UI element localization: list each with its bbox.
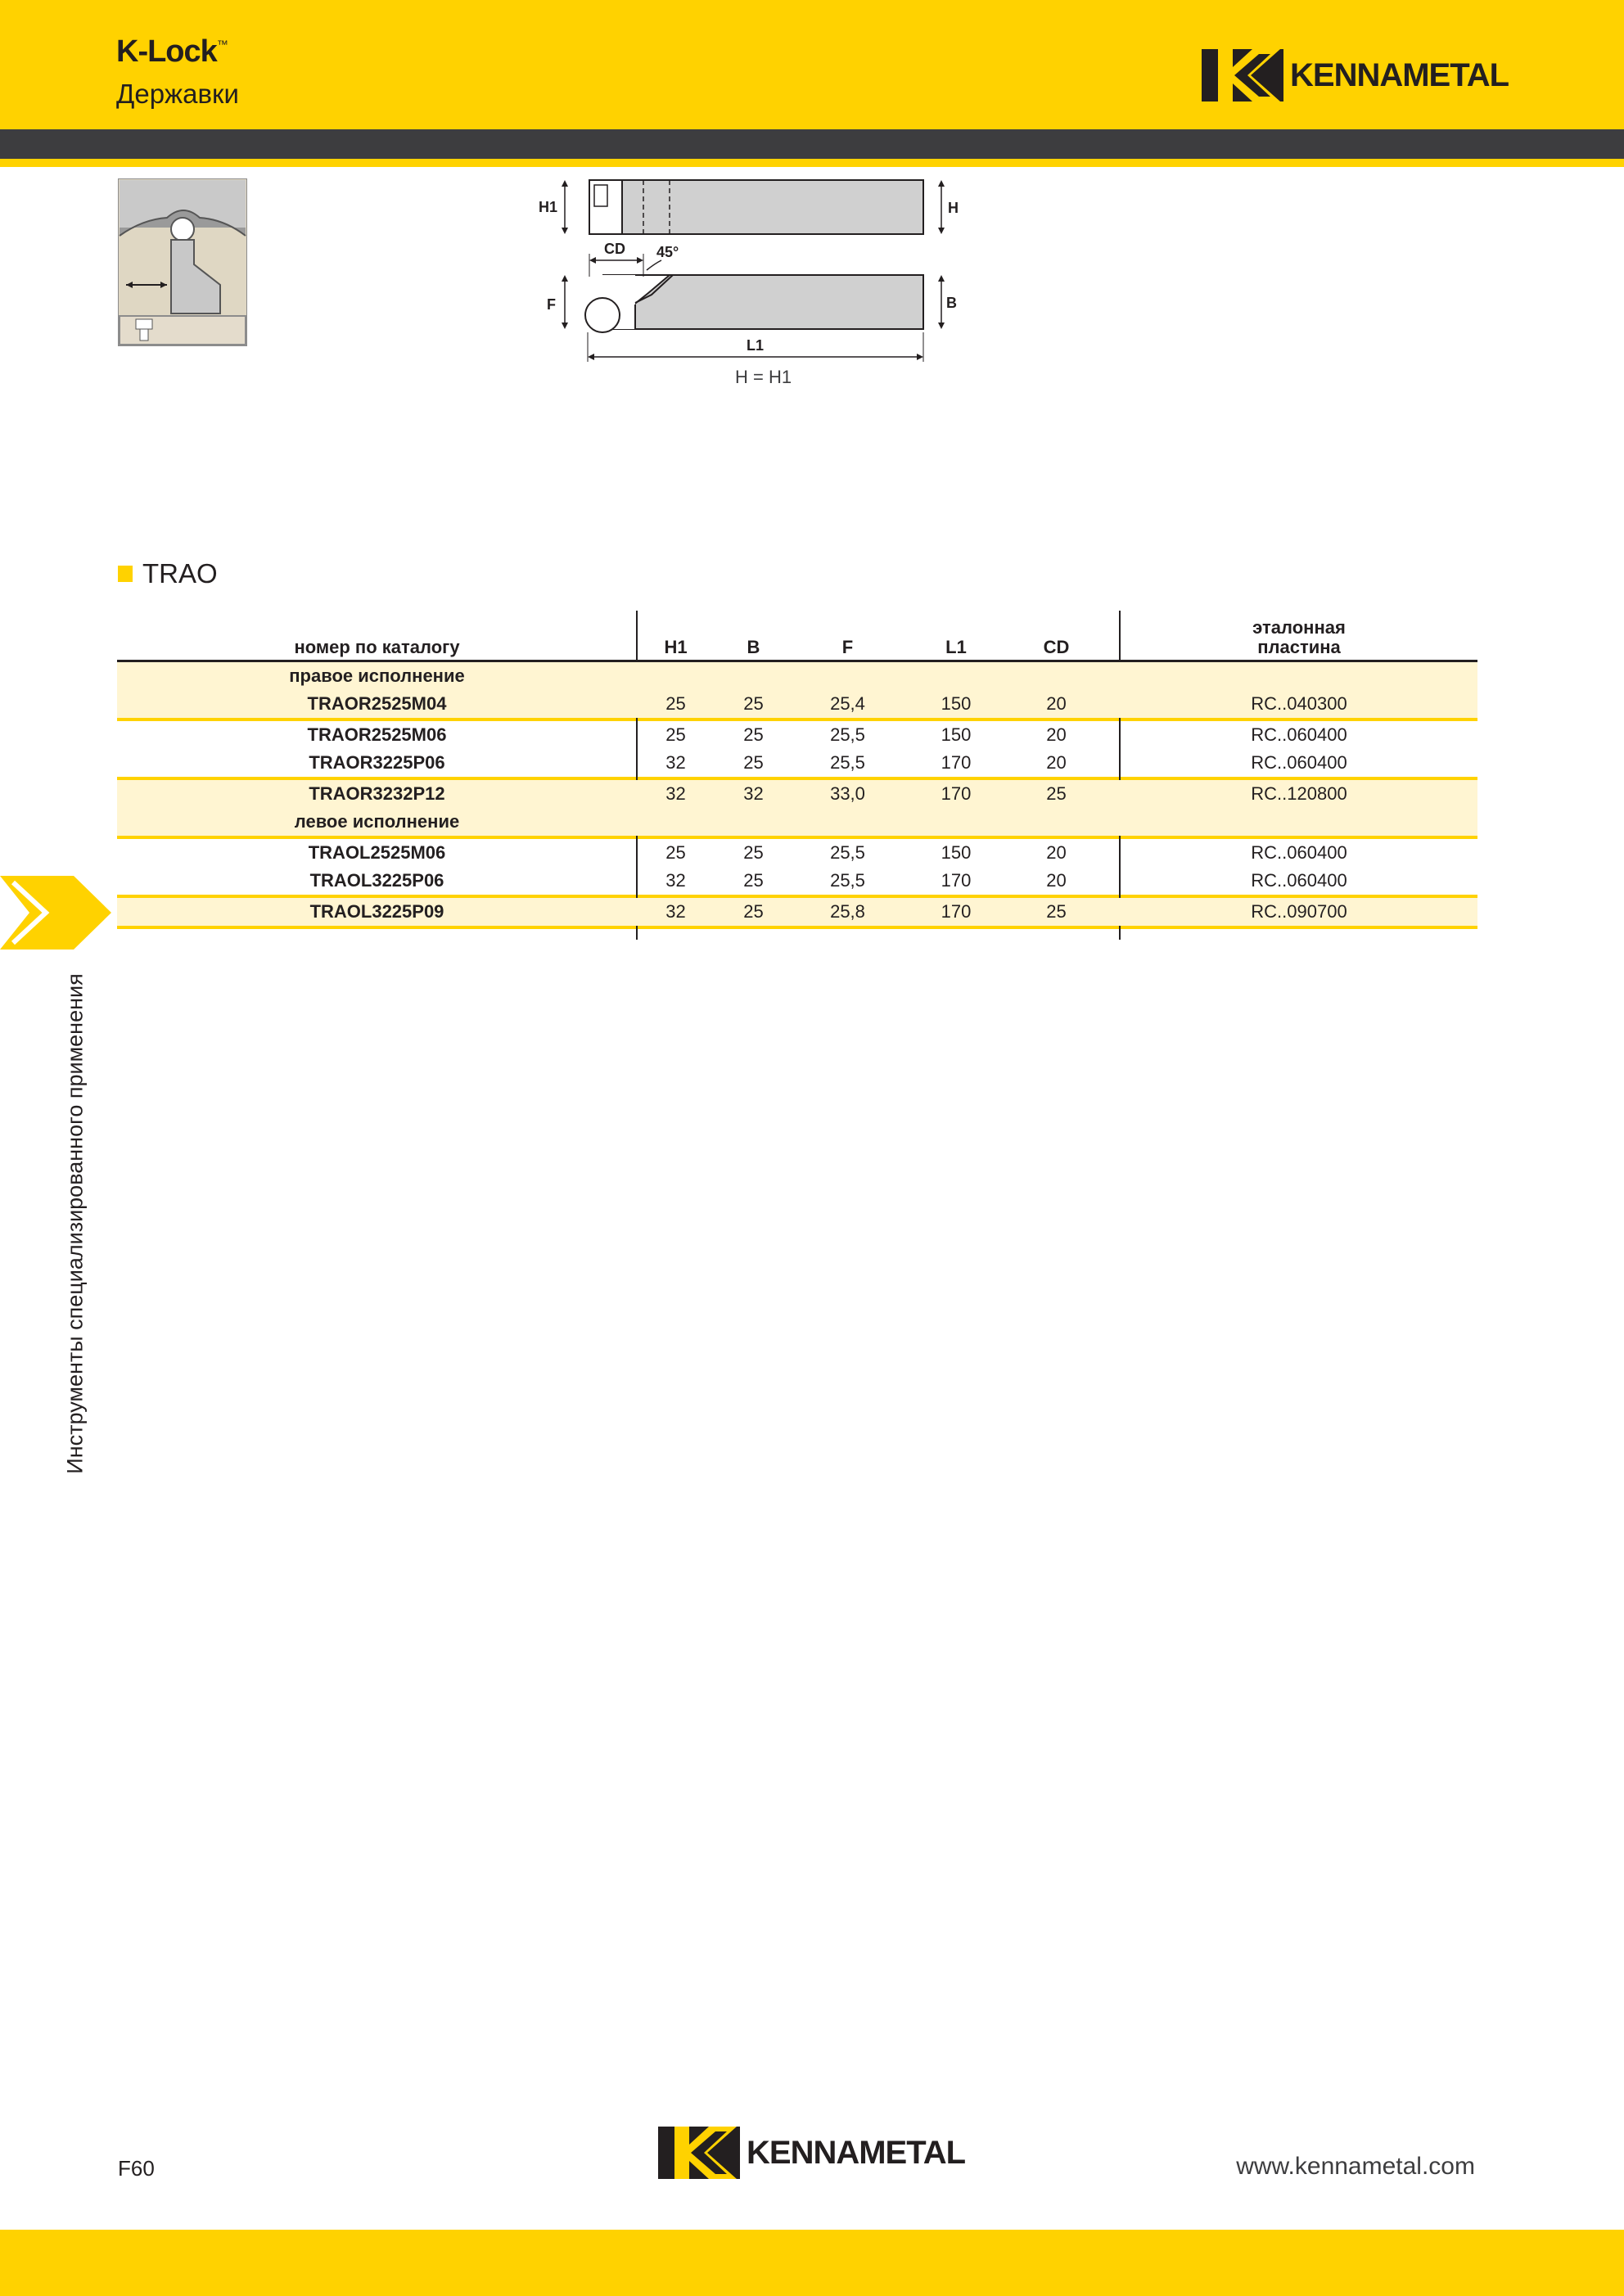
cell-catalog: TRAOR2525M04 — [307, 693, 447, 714]
table-header — [117, 611, 1477, 662]
cell-cd: 20 — [1046, 724, 1067, 745]
chevron-right-icon — [0, 876, 115, 950]
cell-catalog: TRAOL2525M06 — [308, 842, 446, 863]
table-subheader-row — [117, 808, 1477, 836]
cell-h1: 25 — [665, 842, 686, 863]
section-title: TRAO — [142, 558, 218, 589]
right-hand-label: правое исполнение — [289, 665, 465, 686]
header-insert-line1: эталонная — [1252, 617, 1346, 638]
kennametal-logo-text: KENNAMETAL — [1290, 56, 1509, 93]
trademark-mark: ™ — [216, 38, 228, 51]
product-subtitle: Державки — [116, 79, 239, 109]
cell-h1: 32 — [665, 752, 686, 773]
sidebar-section-label: Инструменты специализированного применения — [62, 973, 88, 1474]
cell-f: 25,5 — [830, 870, 865, 891]
cell-catalog: TRAOL3225P09 — [309, 901, 444, 922]
header-b: B — [747, 637, 760, 657]
cell-cd: 20 — [1046, 752, 1067, 773]
cell-h1: 25 — [665, 693, 686, 714]
cell-h1: 32 — [665, 870, 686, 891]
cell-h1: 25 — [665, 724, 686, 745]
insert-clamping-illustration — [118, 178, 247, 346]
cell-h1: 32 — [665, 901, 686, 922]
cell-h1: 32 — [665, 783, 686, 804]
cell-l1: 170 — [941, 783, 972, 804]
cell-catalog: TRAOR3232P12 — [309, 783, 445, 804]
product-title: K-Lock™ — [116, 34, 228, 69]
cell-insert: RC..120800 — [1251, 783, 1347, 804]
cell-insert: RC..060400 — [1251, 842, 1347, 863]
diagram-caption: H = H1 — [735, 367, 792, 387]
table-row — [117, 898, 1477, 926]
cell-insert: RC..060400 — [1251, 752, 1347, 773]
table-row — [117, 749, 1477, 777]
cell-catalog: TRAOR2525M06 — [307, 724, 447, 745]
cell-b: 32 — [743, 783, 764, 804]
cell-b: 25 — [743, 752, 764, 773]
cell-l1: 150 — [941, 693, 972, 714]
cell-cd: 25 — [1046, 901, 1067, 922]
cell-b: 25 — [743, 842, 764, 863]
cell-f: 25,8 — [830, 901, 865, 922]
cell-f: 33,0 — [830, 783, 865, 804]
row-separator — [117, 926, 1477, 929]
cell-l1: 150 — [941, 724, 972, 745]
cell-cd: 20 — [1046, 842, 1067, 863]
kennametal-logo — [1202, 49, 1509, 101]
footer-logo-text: KENNAMETAL — [747, 2134, 966, 2171]
table-row — [117, 867, 1477, 895]
cell-b: 25 — [743, 724, 764, 745]
label-cd: CD — [604, 241, 625, 257]
label-f: F — [547, 296, 556, 313]
cell-insert: RC..060400 — [1251, 724, 1347, 745]
header-cd: CD — [1043, 637, 1070, 657]
cell-f: 25,5 — [830, 724, 865, 745]
cell-f: 25,5 — [830, 752, 865, 773]
footer-kennametal-logo — [658, 2127, 965, 2179]
tool-holder-diagram — [532, 172, 974, 393]
kennametal-k-icon — [658, 2127, 740, 2179]
footer-yellow-band — [0, 2230, 1624, 2296]
table-row — [117, 839, 1477, 867]
header-h1: H1 — [664, 637, 688, 657]
cell-catalog: TRAOL3225P06 — [309, 870, 444, 891]
label-l1: L1 — [747, 337, 765, 354]
table-row — [117, 721, 1477, 749]
cell-cd: 25 — [1046, 783, 1067, 804]
header-dark-band — [0, 129, 1624, 159]
header-l1: L1 — [945, 637, 967, 657]
header-insert-line2: пластина — [1257, 637, 1341, 657]
cell-cd: 20 — [1046, 693, 1067, 714]
cell-b: 25 — [743, 693, 764, 714]
page-number: F60 — [118, 2156, 155, 2181]
kennametal-k-icon — [1202, 49, 1283, 101]
label-h1: H1 — [539, 199, 558, 215]
cell-catalog: TRAOR3225P06 — [309, 752, 445, 773]
section-bullet-icon — [118, 566, 133, 582]
label-h: H — [948, 200, 959, 216]
cell-b: 25 — [743, 901, 764, 922]
header-catalog: номер по каталогу — [294, 637, 460, 657]
website-link[interactable]: www.kennametal.com — [1236, 2153, 1475, 2180]
section-heading — [118, 558, 218, 589]
header-f: F — [841, 637, 854, 657]
cell-l1: 170 — [941, 752, 972, 773]
cell-l1: 170 — [941, 870, 972, 891]
label-b: B — [946, 295, 957, 311]
cell-b: 25 — [743, 870, 764, 891]
table-row — [117, 780, 1477, 808]
table-row — [117, 690, 1477, 718]
product-table — [117, 611, 1477, 929]
left-hand-label: левое исполнение — [294, 811, 460, 832]
label-angle: 45° — [656, 244, 679, 260]
cell-f: 25,4 — [830, 693, 865, 714]
cell-f: 25,5 — [830, 842, 865, 863]
header-yellow-line — [0, 159, 1624, 167]
cell-insert: RC..040300 — [1251, 693, 1347, 714]
table-subheader-row — [117, 662, 1477, 690]
cell-insert: RC..090700 — [1251, 901, 1347, 922]
cell-insert: RC..060400 — [1251, 870, 1347, 891]
cell-l1: 170 — [941, 901, 972, 922]
cell-cd: 20 — [1046, 870, 1067, 891]
cell-l1: 150 — [941, 842, 972, 863]
